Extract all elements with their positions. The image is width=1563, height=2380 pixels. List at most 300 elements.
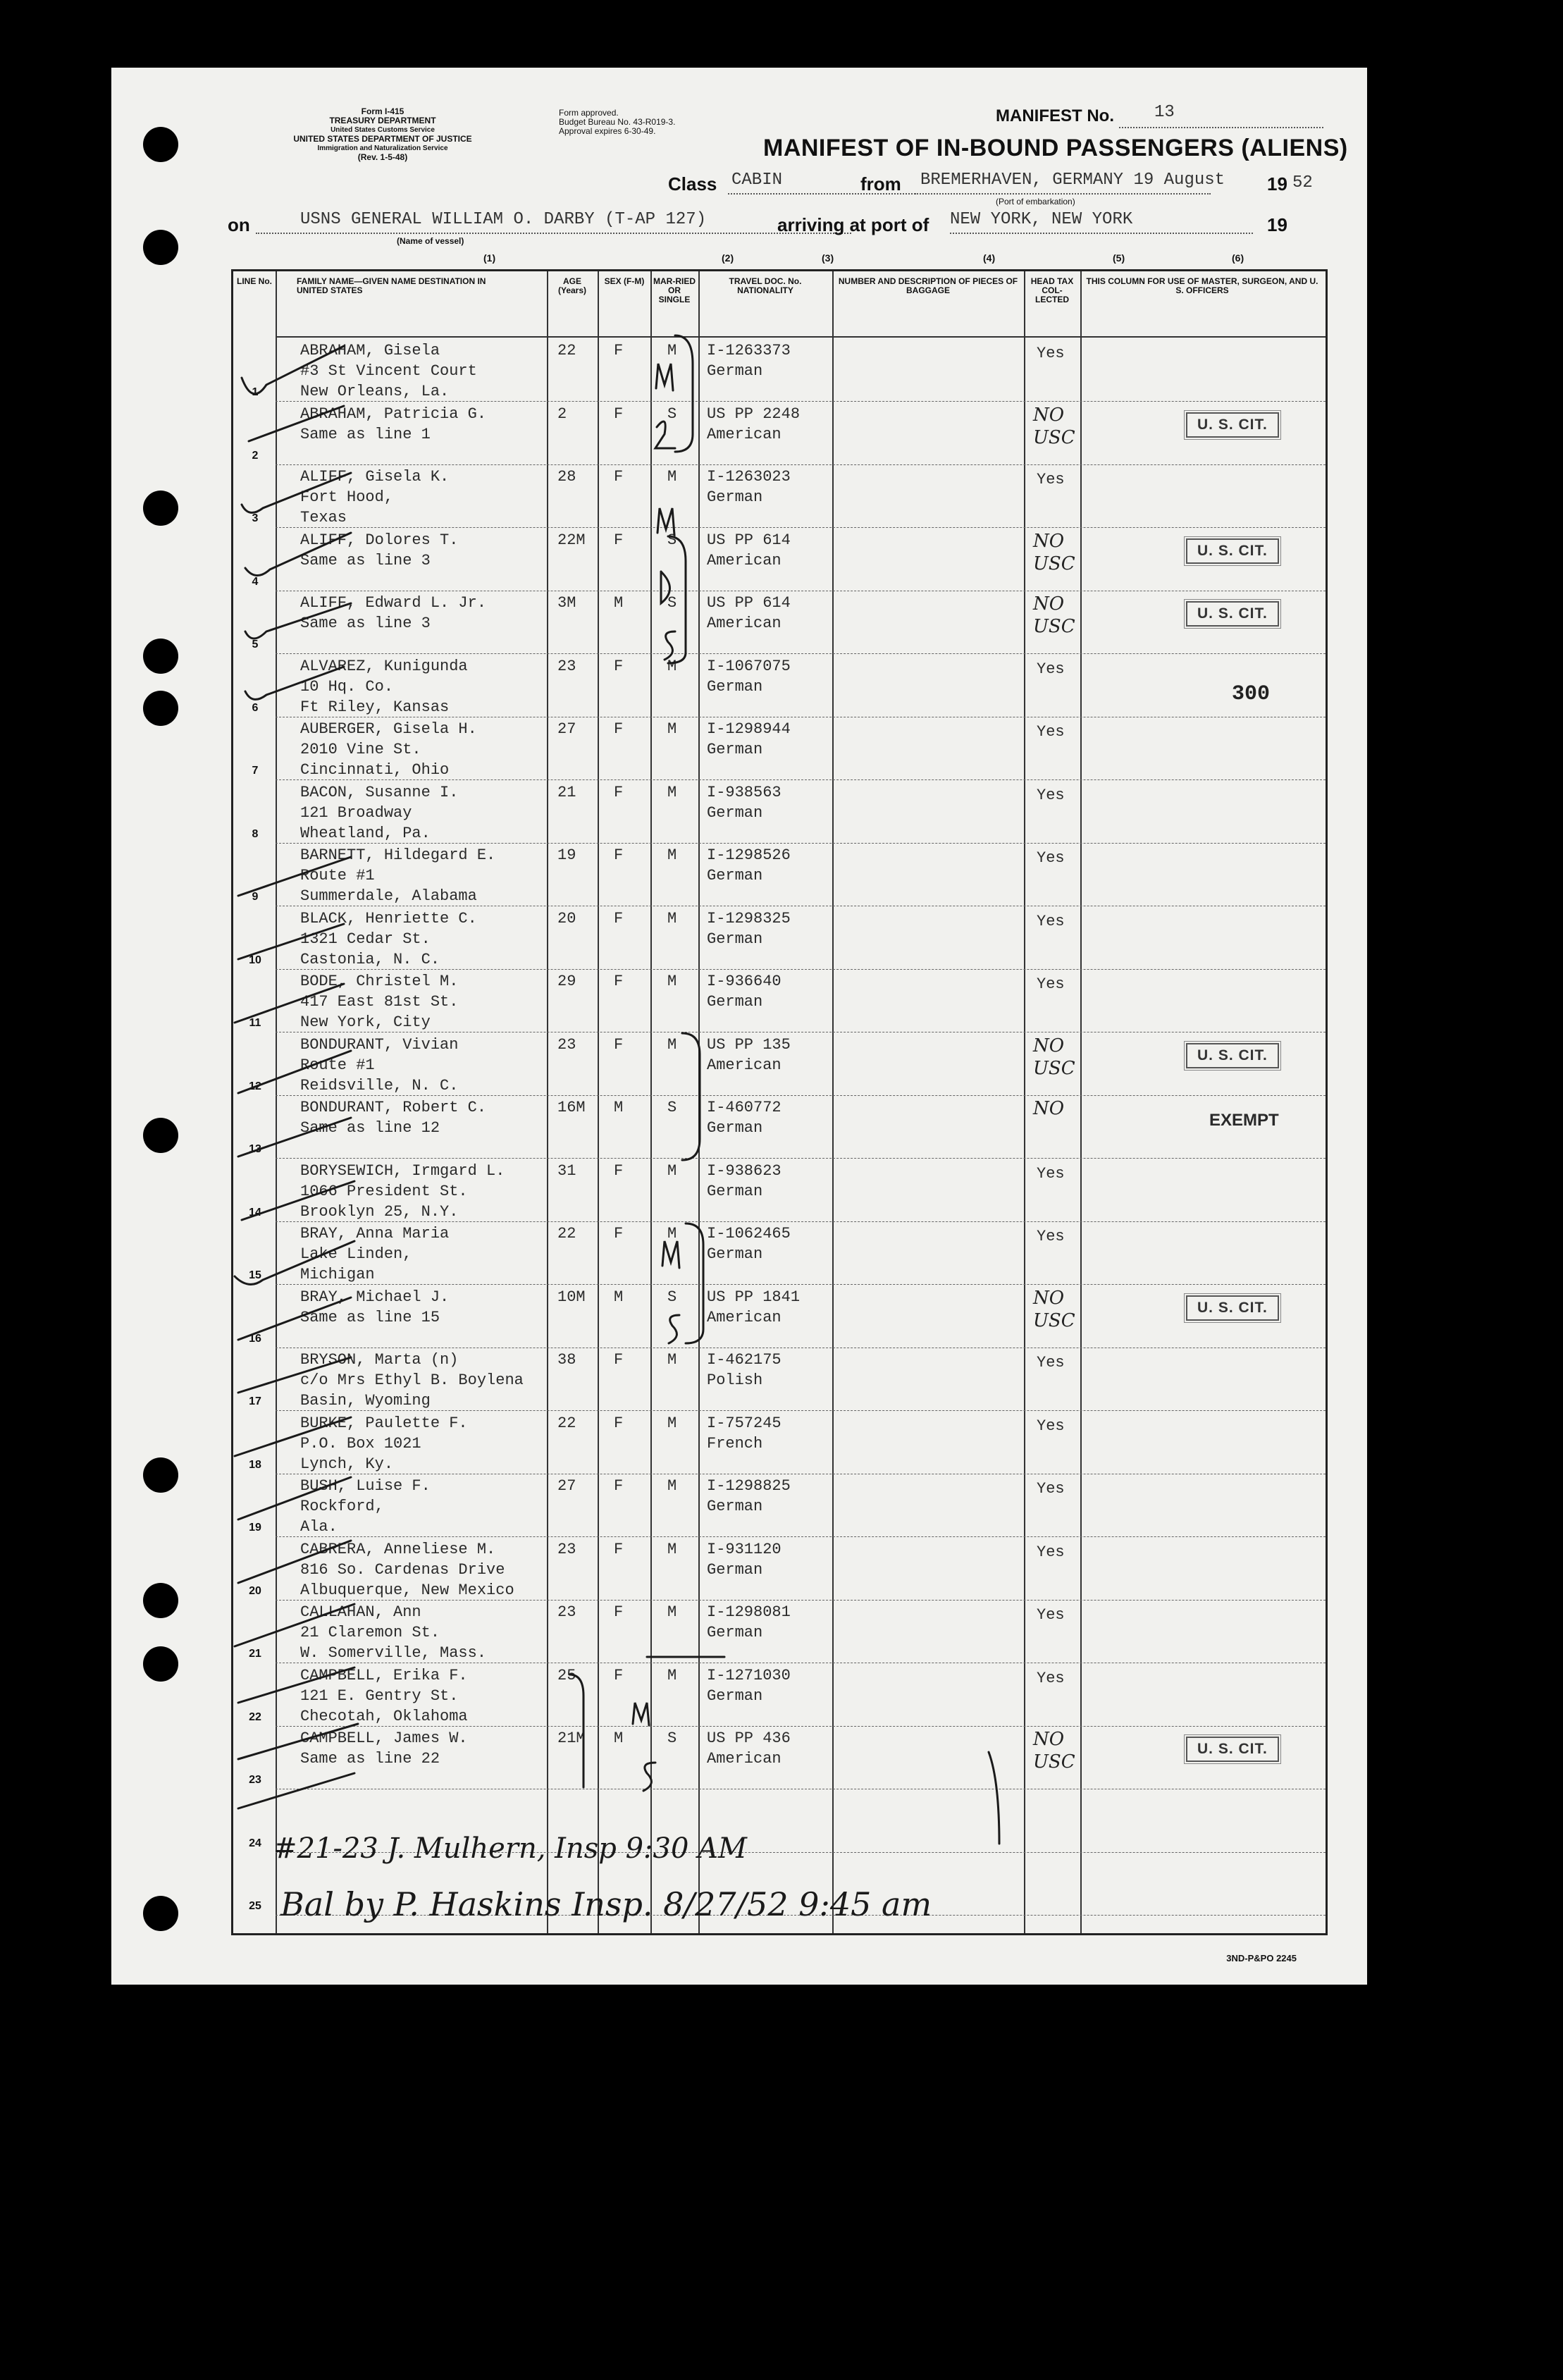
travel-doc: I-936640 xyxy=(707,973,782,990)
sex: F xyxy=(614,657,624,675)
head-tax: Yes xyxy=(1037,1417,1065,1435)
head-tax: NO USC xyxy=(1033,1035,1075,1079)
count-stamp: 300 xyxy=(1232,682,1271,706)
manifest-no-label: MANIFEST No. xyxy=(996,106,1114,125)
travel-doc: I-1271030 xyxy=(707,1666,791,1684)
travel-doc: I-1298081 xyxy=(707,1603,791,1621)
form-number: Form I-415 xyxy=(361,106,404,116)
sex: M xyxy=(614,594,624,612)
header-sex: SEX (F-M) xyxy=(604,276,645,286)
passenger-name: BACON, Susanne I. xyxy=(300,783,459,801)
address-line: 121 Broadway xyxy=(300,803,412,822)
check-mark xyxy=(245,667,344,699)
marital-status: M xyxy=(667,1351,677,1369)
header-head-tax: HEAD TAX COL-LECTED xyxy=(1030,276,1074,304)
age: 22 xyxy=(557,1225,576,1243)
embark-note: (Port of embarkation) xyxy=(996,197,1075,206)
head-tax: Yes xyxy=(1037,471,1065,488)
line-number: 4 xyxy=(252,575,259,588)
head-tax: Yes xyxy=(1037,345,1065,362)
doj-label: UNITED STATES DEPARTMENT OF JUSTICE xyxy=(293,134,472,144)
nationality: German xyxy=(707,1182,763,1200)
col-number: (6) xyxy=(1232,252,1244,264)
check-mark xyxy=(242,1181,354,1220)
passenger-name: BONDURANT, Vivian xyxy=(300,1035,459,1054)
age: 21 xyxy=(557,783,576,801)
address-line: 2010 Vine St. xyxy=(300,741,421,758)
travel-doc: I-1298825 xyxy=(707,1477,791,1495)
treasury-dept: TREASURY DEPARTMENT xyxy=(329,116,436,125)
passenger-name: ALIFF, Gisela K. xyxy=(300,468,450,486)
check-mark xyxy=(235,1417,351,1456)
marital-status: M xyxy=(667,720,677,738)
travel-doc: I-462175 xyxy=(707,1351,782,1369)
age: 29 xyxy=(557,973,576,990)
ins-label: Immigration and Naturalization Service xyxy=(317,144,448,152)
marital-letter xyxy=(656,364,673,390)
header-travel-doc: TRAVEL DOC. No. NATIONALITY xyxy=(729,276,802,295)
sex: F xyxy=(614,1477,624,1495)
line-number: 12 xyxy=(249,1080,261,1092)
check-mark xyxy=(235,984,344,1023)
check-mark xyxy=(238,1357,351,1393)
check-mark xyxy=(238,1297,351,1340)
sex: F xyxy=(614,846,624,864)
head-tax: Yes xyxy=(1037,1228,1065,1245)
marital-status: S xyxy=(667,531,677,549)
nationality: German xyxy=(707,993,763,1011)
line-number: 24 xyxy=(249,1837,261,1849)
travel-doc: I-1298944 xyxy=(707,720,791,738)
address-line: Checotah, Oklahoma xyxy=(300,1707,468,1725)
check-mark xyxy=(238,857,351,896)
passenger-name: ABRAHAM, Gisela xyxy=(300,342,440,359)
check-mark xyxy=(238,1724,358,1759)
us-citizen-stamp: U. S. CIT. xyxy=(1186,412,1279,438)
head-tax: Yes xyxy=(1037,1606,1065,1624)
address-line: Same as line 15 xyxy=(300,1308,440,1326)
address-line: Texas xyxy=(300,509,347,526)
line-number: 13 xyxy=(249,1143,261,1155)
age: 31 xyxy=(557,1161,576,1180)
on-label: on xyxy=(228,214,250,235)
nationality: French xyxy=(707,1434,763,1453)
customs-service: United States Customs Service xyxy=(330,126,435,134)
travel-doc: I-1298325 xyxy=(707,909,791,927)
sex: F xyxy=(614,1603,624,1621)
head-tax: Yes xyxy=(1037,723,1065,741)
sex: F xyxy=(614,973,624,990)
age: 38 xyxy=(557,1351,576,1369)
travel-doc: I-757245 xyxy=(707,1414,782,1432)
marital-status: S xyxy=(667,1099,677,1116)
handwriting-overlay xyxy=(111,68,1367,1985)
check-mark xyxy=(238,1118,351,1157)
head-tax: Yes xyxy=(1037,1164,1065,1183)
nationality: German xyxy=(707,1245,763,1263)
marital-status: M xyxy=(667,1603,677,1621)
marital-letter xyxy=(633,1703,649,1725)
address-line: W. Somerville, Mass. xyxy=(300,1644,487,1662)
travel-doc: I-938623 xyxy=(707,1161,782,1180)
stroke xyxy=(989,1752,999,1844)
marital-status: S xyxy=(667,1729,677,1747)
from-value: BREMERHAVEN, GERMANY 19 August xyxy=(920,171,1225,190)
manifest-page xyxy=(111,68,1367,1985)
nationality: German xyxy=(707,1624,763,1641)
check-mark xyxy=(238,1051,351,1093)
head-tax: Yes xyxy=(1037,1669,1065,1687)
arrival-port: NEW YORK, NEW YORK xyxy=(950,210,1133,229)
sex: F xyxy=(614,1035,624,1054)
header-baggage: NUMBER AND DESCRIPTION OF PIECES OF BAGGAGE xyxy=(838,276,1018,295)
sex: F xyxy=(614,909,624,927)
age: 2 xyxy=(557,405,567,423)
passenger-name: CAMPBELL, James W. xyxy=(300,1729,468,1747)
address-line: c/o Mrs Ethyl B. Boylena xyxy=(300,1371,524,1389)
marital-letter xyxy=(643,1763,655,1791)
address-line: Same as line 12 xyxy=(300,1119,440,1137)
passenger-name: ALVAREZ, Kunigunda xyxy=(300,657,468,675)
col-number: (2) xyxy=(722,252,734,264)
us-citizen-stamp: U. S. CIT. xyxy=(1186,601,1279,627)
sex: F xyxy=(614,1351,624,1369)
us-citizen-stamp: U. S. CIT. xyxy=(1186,538,1279,564)
passenger-name: BUSH, Luise F. xyxy=(300,1477,431,1495)
check-mark xyxy=(238,1541,351,1583)
travel-doc: I-931120 xyxy=(707,1540,782,1558)
passenger-name: BRAY, Anna Maria xyxy=(300,1225,450,1243)
line-number: 11 xyxy=(249,1017,261,1029)
nationality: German xyxy=(707,488,763,506)
passenger-name: BRAY, Michael J. xyxy=(300,1288,450,1306)
check-mark xyxy=(245,533,351,576)
nationality: American xyxy=(707,615,782,632)
address-line: Albuquerque, New Mexico xyxy=(300,1581,514,1599)
marital-letter xyxy=(665,631,675,660)
passenger-name: BARNETT, Hildegard E. xyxy=(300,846,496,864)
travel-doc: US PP 2248 xyxy=(707,405,801,423)
age: 19 xyxy=(557,846,576,864)
address-line: New York, City xyxy=(300,1013,431,1031)
travel-doc: US PP 614 xyxy=(707,594,791,612)
address-line: Same as line 22 xyxy=(300,1750,440,1768)
sex: F xyxy=(614,468,624,486)
marital-status: M xyxy=(667,783,677,801)
age: 16M xyxy=(557,1099,586,1116)
line-number: 15 xyxy=(249,1269,261,1281)
line-number: 23 xyxy=(249,1774,261,1786)
marital-letter xyxy=(669,1315,679,1343)
class-label: Class xyxy=(668,173,717,195)
marital-letter xyxy=(662,1241,679,1268)
check-mark xyxy=(242,473,351,512)
address-line: Ft Riley, Kansas xyxy=(300,698,450,716)
marital-status: M xyxy=(667,342,677,359)
sex: M xyxy=(614,1729,624,1747)
address-line: P.O. Box 1021 xyxy=(300,1434,421,1453)
bracket xyxy=(569,1675,583,1787)
travel-doc: US PP 135 xyxy=(707,1035,791,1054)
line-number: 17 xyxy=(249,1395,261,1407)
head-tax: Yes xyxy=(1037,1354,1065,1371)
travel-doc: US PP 1841 xyxy=(707,1288,801,1306)
line-number: 21 xyxy=(249,1648,261,1660)
head-tax: NO USC xyxy=(1033,530,1075,574)
travel-doc: I-1067075 xyxy=(707,657,791,675)
marital-status: M xyxy=(667,1225,677,1243)
marital-status: M xyxy=(667,973,677,990)
marital-letter xyxy=(655,421,675,448)
head-tax: NO USC xyxy=(1033,1287,1075,1331)
passenger-name: ABRAHAM, Patricia G. xyxy=(300,405,487,423)
arrival-year: 19 xyxy=(1267,214,1287,235)
approval-line: Form approved. xyxy=(559,108,619,118)
line-number: 22 xyxy=(249,1710,261,1723)
marital-letter xyxy=(657,508,674,535)
address-line: Fort Hood, xyxy=(300,488,394,506)
marital-status: M xyxy=(667,1161,677,1180)
address-line: New Orleans, La. xyxy=(300,383,450,400)
passenger-name: CAMPBELL, Erika F. xyxy=(300,1666,468,1684)
passenger-name: BRYSON, Marta (n) xyxy=(300,1351,459,1369)
nationality: American xyxy=(707,551,782,569)
head-tax: NO USC xyxy=(1033,1729,1075,1772)
bracket xyxy=(675,335,693,452)
check-mark xyxy=(245,603,351,639)
head-tax: Yes xyxy=(1037,912,1065,930)
marital-letter xyxy=(661,572,670,603)
passenger-name: AUBERGER, Gisela H. xyxy=(300,720,477,738)
nationality: American xyxy=(707,1750,782,1768)
age: 22M xyxy=(557,531,586,549)
address-line: Lake Linden, xyxy=(300,1245,412,1263)
header-officers: THIS COLUMN FOR USE OF MASTER, SURGEON, AND U. S. OFFICERS xyxy=(1086,276,1318,295)
age: 20 xyxy=(557,909,576,927)
age: 23 xyxy=(557,1603,576,1621)
line-number: 18 xyxy=(249,1458,261,1471)
sex: F xyxy=(614,720,624,738)
age: 22 xyxy=(557,342,576,359)
address-line: Rockford, xyxy=(300,1498,384,1515)
line-number: 10 xyxy=(249,954,261,966)
address-line: Michigan xyxy=(300,1266,375,1283)
from-label: from xyxy=(860,173,901,195)
marital-status: M xyxy=(667,1477,677,1495)
passenger-name: BURKE, Paulette F. xyxy=(300,1414,468,1432)
line-number: 8 xyxy=(252,827,259,840)
class-value: CABIN xyxy=(731,171,783,190)
final-note: Bal by P. Haskins Insp. 8/27/52 9:45 am xyxy=(280,1885,932,1923)
check-mark xyxy=(235,1241,354,1284)
address-line: #3 St Vincent Court xyxy=(300,362,477,380)
line-number: 5 xyxy=(252,639,259,651)
check-mark xyxy=(238,924,344,959)
age: 28 xyxy=(557,468,576,486)
line-number: 1 xyxy=(252,386,259,398)
passenger-name: CABRERA, Anneliese M. xyxy=(300,1540,496,1558)
travel-doc: I-1263373 xyxy=(707,342,791,359)
col-number: (4) xyxy=(983,252,996,264)
sex: F xyxy=(614,1414,624,1432)
marital-status: M xyxy=(667,1035,677,1054)
address-line: 21 Claremon St. xyxy=(300,1624,440,1641)
bracket xyxy=(686,1223,703,1343)
nationality: American xyxy=(707,425,782,443)
travel-doc: I-938563 xyxy=(707,783,782,801)
address-line: Route #1 xyxy=(300,867,375,884)
sex: F xyxy=(614,783,624,801)
vessel-note: (Name of vessel) xyxy=(397,236,464,246)
form-revision: (Rev. 1-5-48) xyxy=(357,152,408,162)
head-tax: Yes xyxy=(1037,1480,1065,1498)
nationality: Polish xyxy=(707,1371,763,1389)
address-line: Same as line 1 xyxy=(300,425,431,443)
marital-status: M xyxy=(667,846,677,864)
line-number: 6 xyxy=(252,701,259,714)
passenger-name: BLACK, Henriette C. xyxy=(300,909,477,927)
age: 23 xyxy=(557,1035,576,1054)
address-line: 121 E. Gentry St. xyxy=(300,1687,459,1705)
address-line: 816 So. Cardenas Drive xyxy=(300,1560,505,1579)
vessel-value: USNS GENERAL WILLIAM O. DARBY (T-AP 127) xyxy=(300,210,707,229)
line-number: 20 xyxy=(249,1584,261,1597)
nationality: German xyxy=(707,930,763,948)
line-number: 2 xyxy=(252,449,259,462)
nationality: German xyxy=(707,362,763,380)
head-tax: NO xyxy=(1033,1098,1065,1119)
nationality: German xyxy=(707,1498,763,1515)
year-value: 52 xyxy=(1292,173,1313,192)
address-line: Same as line 3 xyxy=(300,551,431,569)
col-number: (3) xyxy=(822,252,834,264)
age: 21M xyxy=(557,1729,586,1747)
travel-doc: I-460772 xyxy=(707,1099,782,1116)
col-number: (5) xyxy=(1113,252,1125,264)
line-number: 9 xyxy=(252,891,259,903)
head-tax: Yes xyxy=(1037,660,1065,678)
address-line: 1321 Cedar St. xyxy=(300,930,431,948)
head-tax: Yes xyxy=(1037,975,1065,993)
approval-line: Budget Bureau No. 43-R019-3. xyxy=(559,117,676,127)
sex: F xyxy=(614,342,624,359)
nationality: German xyxy=(707,867,763,884)
line-number: 25 xyxy=(249,1900,261,1912)
travel-doc: I-1298526 xyxy=(707,846,791,864)
marital-status: M xyxy=(667,909,677,927)
sex: M xyxy=(614,1099,624,1116)
check-mark xyxy=(249,406,344,441)
footer-code: 3ND-P&PO 2245 xyxy=(1226,1953,1297,1963)
age: 25 xyxy=(557,1666,576,1684)
address-line: 1066 President St. xyxy=(300,1182,468,1200)
nationality: American xyxy=(707,1308,782,1326)
address-line: Summerdale, Alabama xyxy=(300,887,477,905)
address-line: Basin, Wyoming xyxy=(300,1392,431,1410)
age: 23 xyxy=(557,657,576,675)
address-line: 417 East 81st St. xyxy=(300,993,459,1011)
travel-doc: I-1062465 xyxy=(707,1225,791,1243)
marital-status: S xyxy=(667,1288,677,1306)
header-age: AGE (Years) xyxy=(557,276,587,295)
marital-status: M xyxy=(667,657,677,675)
address-line: Lynch, Ky. xyxy=(300,1455,394,1473)
sex: F xyxy=(614,531,624,549)
age: 27 xyxy=(557,720,576,738)
manifest-title: MANIFEST OF IN-BOUND PASSENGERS (ALIENS) xyxy=(763,135,1348,161)
line-number: 3 xyxy=(252,512,259,524)
arriving-label: arriving at port of xyxy=(777,214,929,235)
sex: F xyxy=(614,1540,624,1558)
nationality: German xyxy=(707,677,763,696)
nationality: German xyxy=(707,803,763,822)
line-number: 19 xyxy=(249,1522,261,1534)
age: 3M xyxy=(557,594,576,612)
bracket xyxy=(682,1033,700,1160)
line-number: 16 xyxy=(249,1332,261,1345)
us-citizen-stamp: U. S. CIT. xyxy=(1186,1295,1279,1321)
head-tax: NO USC xyxy=(1033,593,1075,637)
address-line: Route #1 xyxy=(300,1056,375,1074)
head-tax: Yes xyxy=(1037,786,1065,804)
marital-status: M xyxy=(667,1666,677,1684)
year-prefix: 19 xyxy=(1267,173,1287,195)
address-line: Cincinnati, Ohio xyxy=(300,761,450,779)
passenger-name: BODE, Christel M. xyxy=(300,973,459,990)
nationality: German xyxy=(707,1687,763,1705)
address-line: Ala. xyxy=(300,1518,338,1536)
check-mark xyxy=(238,1667,354,1703)
sex: M xyxy=(614,1288,624,1306)
marital-status: S xyxy=(667,405,677,423)
passenger-name: CALLAHAN, Ann xyxy=(300,1603,421,1621)
marital-status: S xyxy=(667,594,677,612)
address-line: 10 Hq. Co. xyxy=(300,677,394,696)
marital-status: M xyxy=(667,468,677,486)
marital-status: M xyxy=(667,1540,677,1558)
marital-status: M xyxy=(667,1414,677,1432)
passenger-name: BORYSEWICH, Irmgard L. xyxy=(300,1161,505,1180)
approval-line: Approval expires 6-30-49. xyxy=(559,126,656,136)
sex: F xyxy=(614,405,624,423)
head-tax: Yes xyxy=(1037,849,1065,867)
col-number: (1) xyxy=(483,252,496,264)
travel-doc: I-1263023 xyxy=(707,468,791,486)
inspector-note: #21-23 J. Mulhern, Insp 9:30 AM xyxy=(273,1832,747,1865)
age: 22 xyxy=(557,1414,576,1432)
address-line: Reidsville, N. C. xyxy=(300,1076,459,1095)
header-line-no: LINE No. xyxy=(237,276,272,286)
nationality: American xyxy=(707,1056,782,1074)
nationality: German xyxy=(707,1119,763,1137)
address-line: Brooklyn 25, N.Y. xyxy=(300,1202,459,1221)
nationality: German xyxy=(707,741,763,758)
line-number: 14 xyxy=(249,1206,261,1219)
check-mark xyxy=(238,1477,351,1519)
check-mark xyxy=(242,346,344,394)
check-mark xyxy=(238,1773,354,1808)
header-married: MAR-RIED OR SINGLE xyxy=(653,276,696,304)
address-line: Same as line 3 xyxy=(300,615,431,632)
manifest-no-value: 13 xyxy=(1154,103,1175,122)
passenger-name: ALIFF, Dolores T. xyxy=(300,531,459,549)
line-number: 7 xyxy=(252,765,259,777)
sex: F xyxy=(614,1161,624,1180)
age: 23 xyxy=(557,1540,576,1558)
passenger-name: ALIFF, Edward L. Jr. xyxy=(300,594,487,612)
sex: F xyxy=(614,1225,624,1243)
travel-doc: US PP 614 xyxy=(707,531,791,549)
